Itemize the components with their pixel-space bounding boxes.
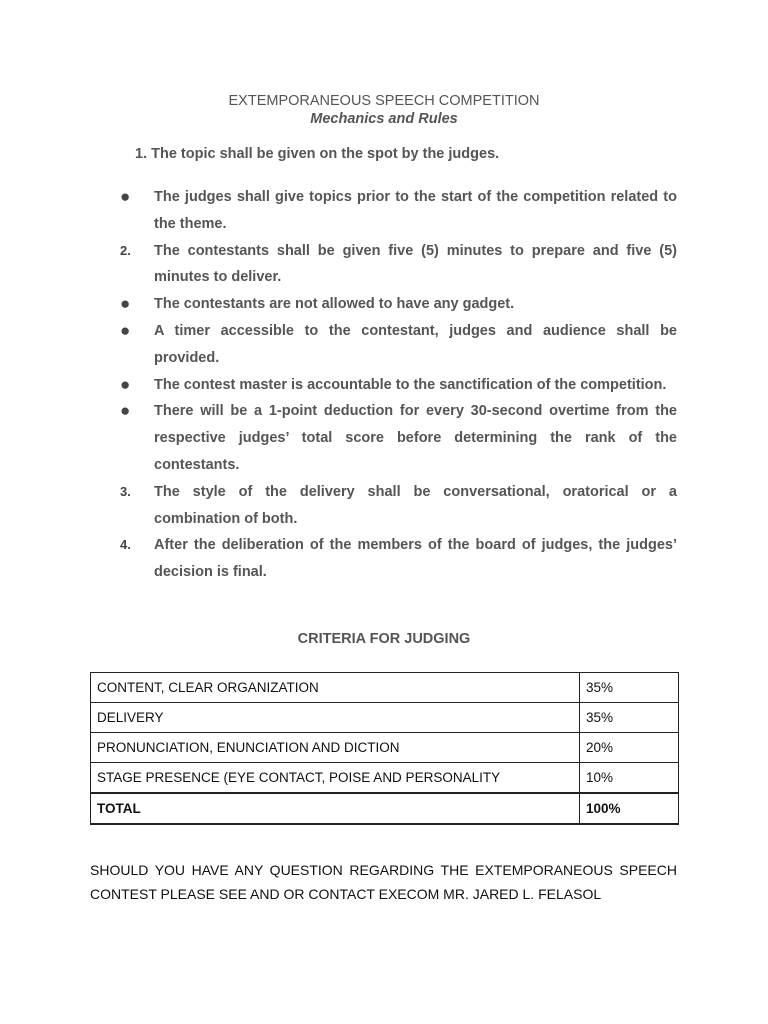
- bullet-marker: ●: [120, 401, 131, 421]
- weight-cell: 35%: [580, 703, 679, 733]
- rule-item: [120, 291, 677, 318]
- bullet-marker: ●: [120, 374, 131, 394]
- total-row: [91, 793, 679, 824]
- rule-text: The judges shall give topics prior to the start of the competition related to the theme.: [154, 189, 677, 232]
- bullet-marker: ●: [120, 294, 131, 314]
- criterion-cell: CONTENT, CLEAR ORGANIZATION: [91, 673, 580, 703]
- rule-text: The contestants shall be given five (5) minutes to prepare and five (5) minutes to deliver.: [154, 242, 677, 286]
- rules-list: [120, 184, 677, 586]
- criterion-cell: PRONUNCIATION, ENUNCIATION AND DICTION: [91, 733, 580, 763]
- document-title: EXTEMPORANEOUS SPEECH COMPETITION: [228, 93, 540, 109]
- table-row: [91, 763, 679, 794]
- table-row: [91, 673, 679, 703]
- bullet-marker: ●: [120, 320, 131, 340]
- criteria-table: [90, 672, 679, 825]
- rule-text: The style of the delivery shall be conversational, oratorical or a combination of both.: [154, 483, 677, 527]
- total-weight-cell: 100%: [580, 793, 679, 824]
- total-label-cell: TOTAL: [91, 793, 580, 824]
- number-marker: 4.: [120, 537, 131, 553]
- table-row: [91, 733, 679, 763]
- rule-item: [120, 238, 677, 292]
- rule-text: The contestants are not allowed to have any gadget.: [154, 296, 515, 313]
- rule-item: [120, 479, 677, 533]
- rule-item-first: 1. The topic shall be given on the spot by the judges.: [135, 146, 500, 162]
- weight-cell: 10%: [580, 763, 679, 794]
- criteria-heading: CRITERIA FOR JUDGING: [297, 631, 471, 647]
- rule-item: [120, 372, 677, 399]
- rule-item: [120, 532, 677, 586]
- rule-item: [120, 398, 677, 478]
- criterion-cell: STAGE PRESENCE (EYE CONTACT, POISE AND PERSONALITY: [91, 763, 580, 794]
- rule-text: A timer accessible to the contestant, judges and audience shall be provided.: [154, 322, 677, 366]
- criterion-cell: DELIVERY: [91, 703, 580, 733]
- number-marker: 2.: [120, 242, 131, 258]
- rule-item: [120, 184, 677, 238]
- rule-text: The contest master is accountable to the sanctification of the competition.: [154, 376, 667, 393]
- number-marker: 3.: [120, 483, 131, 499]
- rule-text: After the deliberation of the members of the board of judges, the judges’ decision is final.: [154, 537, 677, 581]
- contact-note: SHOULD YOU HAVE ANY QUESTION REGARDING THE EXTEMPORANEOUS SPEECH CONTEST PLEASE SEE AND OR CONTACT EXECOM MR. JARED L. FELASOL: [90, 862, 677, 902]
- rule-text: There will be a 1-point deduction for every 30-second overtime from the respective judges’ total score before determining the rank of the contestants.: [154, 403, 677, 473]
- table-row: [91, 703, 679, 733]
- weight-cell: 20%: [580, 733, 679, 763]
- document-subtitle: Mechanics and Rules: [310, 111, 458, 127]
- bullet-marker: ●: [120, 187, 131, 206]
- rule-item: [120, 318, 677, 372]
- weight-cell: 35%: [580, 673, 679, 703]
